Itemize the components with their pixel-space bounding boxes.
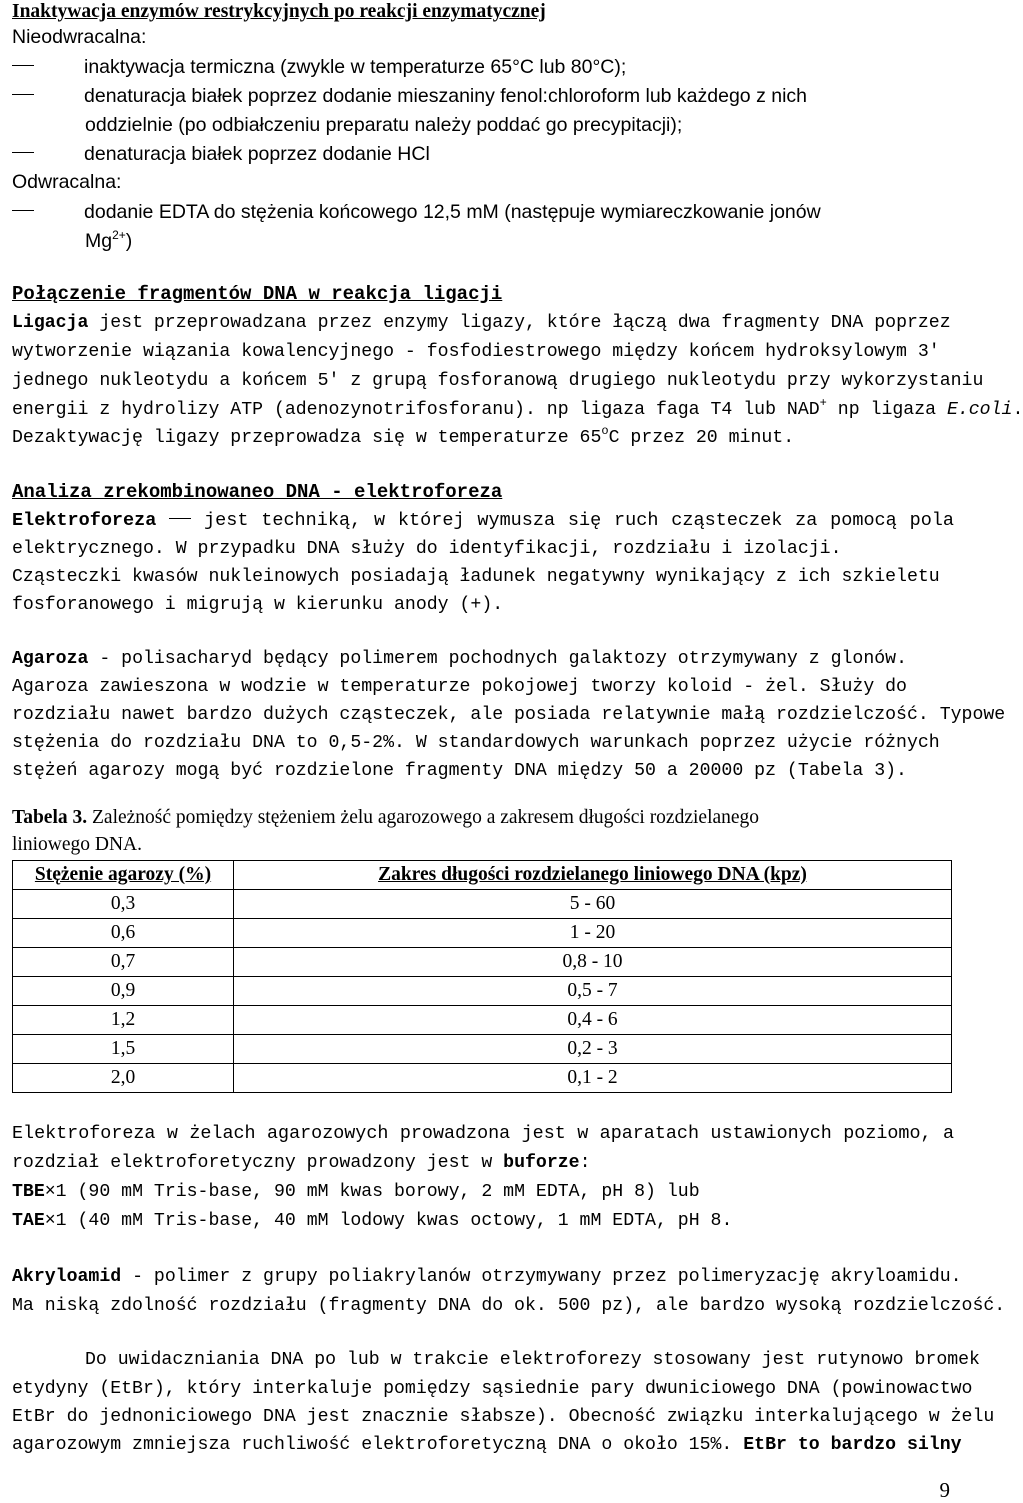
electrophoresis-line-4: fosforanowego i migrują w kierunku anody (+). bbox=[12, 595, 504, 615]
table-header-row bbox=[13, 861, 952, 890]
section-title-ligation: Połączenie fragmentów DNA w reakcja ligacji bbox=[12, 283, 503, 305]
buffer-term: buforze bbox=[503, 1153, 580, 1173]
table-caption-text: Zależność pomiędzy stężeniem żelu agarozowego a zakresem długości rozdzielanego bbox=[87, 807, 760, 828]
dash-bullet-icon bbox=[12, 94, 34, 95]
list-item bbox=[12, 55, 954, 79]
ligation-text: jest przeprowadzana przez enzymy ligazy, które łączą dwa fragmenty DNA poprzez bbox=[88, 313, 951, 333]
mg-charge: 2+ bbox=[112, 228, 126, 242]
buffer-line-2 bbox=[12, 1151, 954, 1175]
etbr-emphasis: EtBr to bardzo silny bbox=[743, 1435, 962, 1455]
electrophoresis-term: Elektroforeza bbox=[12, 510, 157, 531]
label-irreversible: Nieodwracalna: bbox=[12, 26, 147, 48]
etbr-line-4 bbox=[12, 1433, 962, 1457]
electrophoresis-def: jest techniką, w której wymusza się ruch cząsteczek za pomocą pola bbox=[204, 510, 955, 531]
list-item bbox=[12, 200, 954, 224]
agarose-line-4: stężenia do rozdziału DNA to 0,5-2%. W standardowych warunkach poprzez użycie różnych bbox=[12, 733, 940, 753]
cell-range: 0,4 - 6 bbox=[234, 1006, 952, 1035]
cell-concentration: 0,3 bbox=[13, 890, 234, 919]
ecoli-text: E.coli bbox=[946, 400, 1013, 420]
acrylamide-def: - polimer z grupy poliakrylanów otrzymywany przez polimeryzację akryloamidu. bbox=[121, 1267, 962, 1287]
list-item bbox=[12, 84, 954, 108]
cell-range: 0,1 - 2 bbox=[234, 1064, 952, 1093]
acrylamide-term: Akryloamid bbox=[12, 1267, 122, 1287]
tbe-line bbox=[12, 1180, 954, 1204]
closing-paren: ) bbox=[125, 230, 133, 252]
ligation-term: Ligacja bbox=[12, 313, 89, 333]
buffer-line-1: Elektroforeza w żelach agarozowych prowadzona jest w aparatach ustawionych poziomo, a bbox=[12, 1123, 954, 1144]
list-item-continuation bbox=[85, 229, 954, 253]
header-range: Zakres długości rozdzielanego liniowego DNA (kpz) bbox=[234, 861, 952, 890]
list-item-text: inaktywacja termiczna (zwykle w temperaturze 65°C lub 80°C); bbox=[84, 56, 627, 78]
tae-line bbox=[12, 1209, 954, 1233]
table-caption-line-2: liniowego DNA. bbox=[12, 834, 142, 855]
ligation-line-4-mid: np ligaza bbox=[826, 400, 947, 420]
nad-charge: + bbox=[819, 396, 827, 410]
table-row bbox=[13, 1006, 952, 1035]
table-caption-label: Tabela 3. bbox=[12, 807, 88, 828]
ligation-line-3: jednego nukleotydu a końcem 5' z grupą fosforanową drugiego nukleotydu przy wykorzystaniu bbox=[12, 371, 984, 391]
agarose-line-2: Agaroza zawieszona w wodzie w temperaturze pokojowej tworzy koloid - żel. Służy do bbox=[12, 677, 907, 697]
dash-bullet-icon bbox=[12, 210, 34, 211]
etbr-line-1: Do uwidaczniania DNA po lub w trakcie elektroforezy stosowany jest rutynowo bromek bbox=[85, 1350, 980, 1370]
agarose-line-3: rozdziału nawet bardzo dużych cząsteczek, ale posiada relatywnie małą rozdzielczość. Typowe bbox=[12, 705, 1006, 725]
agarose-range-table bbox=[12, 860, 952, 1093]
table-row bbox=[13, 919, 952, 948]
etbr-line-2: etydyny (EtBr), który interkaluje pomiędzy sąsiednie pary dwuniciowego DNA (powinowactwo bbox=[12, 1379, 973, 1399]
list-item-continuation: oddzielnie (po odbiałczeniu preparatu należy poddać go precypitacji); bbox=[85, 114, 683, 136]
ligation-line-5 bbox=[12, 426, 954, 450]
label-reversible: Odwracalna: bbox=[12, 171, 122, 193]
agarose-line-5: stężeń agarozy mogą być rozdzielone fragmenty DNA między 50 a 20000 pz (Tabela 3). bbox=[12, 761, 907, 781]
tbe-text: 1 (90 mM Tris-base, 90 mM kwas borowy, 2 mM EDTA, pH 8) lub bbox=[55, 1182, 700, 1202]
dash-icon bbox=[169, 518, 191, 519]
list-item-text: dodanie EDTA do stężenia końcowego 12,5 mM (następuje wymiareczkowanie jonów bbox=[84, 201, 821, 223]
cell-concentration: 2,0 bbox=[13, 1064, 234, 1093]
ligation-line-4-text: energii z hydrolizy ATP (adenozynotrifosforanu). np ligaza faga T4 lub NAD bbox=[12, 400, 820, 420]
agarose-term: Agaroza bbox=[12, 649, 89, 669]
degree-sup: o bbox=[601, 424, 609, 438]
table-row bbox=[13, 1035, 952, 1064]
table-caption-line-1 bbox=[12, 806, 954, 830]
table-row bbox=[13, 948, 952, 977]
cell-concentration: 1,2 bbox=[13, 1006, 234, 1035]
tae-term: TAE bbox=[12, 1211, 45, 1231]
electrophoresis-line-1 bbox=[12, 509, 954, 533]
etbr-line-3: EtBr do jednoniciowego DNA jest znacznie słabsze). Obecność związku interkalującego w żelu bbox=[12, 1407, 995, 1427]
buffer-line-2-text: rozdział elektroforetyczny prowadzony jest w bbox=[12, 1153, 504, 1173]
table-row bbox=[13, 890, 952, 919]
section-title-electrophoresis: Analiza zrekombinowaneo DNA - elektroforeza bbox=[12, 481, 503, 503]
ligation-line-4 bbox=[12, 396, 1023, 422]
agarose-line-1 bbox=[12, 647, 954, 671]
section-title-inactivation: Inaktywacja enzymów restrykcyjnych po reakcji enzymatycznej bbox=[12, 1, 546, 22]
times-icon: × bbox=[44, 1182, 56, 1202]
cell-concentration: 0,9 bbox=[13, 977, 234, 1006]
ligation-line-2: wytworzenie wiązania kowalencyjnego - fosfodiestrowego między końcem hydroksylowym 3' bbox=[12, 342, 940, 362]
list-item-text: denaturacja białek poprzez dodanie mieszaniny fenol:chloroform lub każdego z nich bbox=[84, 85, 808, 107]
ligation-line-5-text: Dezaktywację ligazy przeprowadza się w temperaturze 65 bbox=[12, 428, 602, 448]
cell-range: 0,2 - 3 bbox=[234, 1035, 952, 1064]
agarose-def: - polisacharyd będący polimerem pochodnych galaktozy otrzymywany z glonów. bbox=[88, 649, 907, 669]
acrylamide-line-2: Ma niską zdolność rozdziału (fragmenty DNA do ok. 500 pz), ale bardzo wysoką rozdzielczość. bbox=[12, 1296, 1006, 1316]
table-row bbox=[13, 1064, 952, 1093]
list-item bbox=[12, 142, 954, 166]
cell-range: 0,8 - 10 bbox=[234, 948, 952, 977]
cell-concentration: 1,5 bbox=[13, 1035, 234, 1064]
cell-concentration: 0,7 bbox=[13, 948, 234, 977]
dash-bullet-icon bbox=[12, 65, 34, 66]
cell-range: 1 - 20 bbox=[234, 919, 952, 948]
cell-concentration: 0,6 bbox=[13, 919, 234, 948]
ligation-line-4-end: . bbox=[1012, 400, 1023, 420]
list-item-text: denaturacja białek poprzez dodanie HCl bbox=[84, 143, 430, 165]
header-concentration: Stężenie agarozy (%) bbox=[13, 861, 234, 890]
mg-text: Mg bbox=[85, 230, 113, 252]
ligation-line-1 bbox=[12, 311, 954, 335]
page-number: 9 bbox=[939, 1478, 950, 1502]
acrylamide-line-1 bbox=[12, 1265, 962, 1289]
cell-range: 0,5 - 7 bbox=[234, 977, 952, 1006]
electrophoresis-line-2: elektrycznego. W przypadku DNA służy do identyfikacji, rozdziału i izolacji. bbox=[12, 539, 842, 559]
times-icon: × bbox=[44, 1211, 56, 1231]
buffer-colon: : bbox=[579, 1153, 591, 1173]
tae-text: 1 (40 mM Tris-base, 40 mM lodowy kwas octowy, 1 mM EDTA, pH 8. bbox=[55, 1211, 733, 1231]
dash-bullet-icon bbox=[12, 152, 34, 153]
cell-range: 5 - 60 bbox=[234, 890, 952, 919]
electrophoresis-line-3: Cząsteczki kwasów nukleinowych posiadają ładunek negatywny wynikający z ich szkieletu bbox=[12, 567, 940, 587]
tbe-term: TBE bbox=[12, 1182, 45, 1202]
ligation-line-5-end: C przez 20 minut. bbox=[608, 428, 795, 448]
table-row bbox=[13, 977, 952, 1006]
etbr-line-4-text: agarozowym zmniejsza ruchliwość elektroforetyczną DNA o około 15%. bbox=[12, 1435, 744, 1455]
